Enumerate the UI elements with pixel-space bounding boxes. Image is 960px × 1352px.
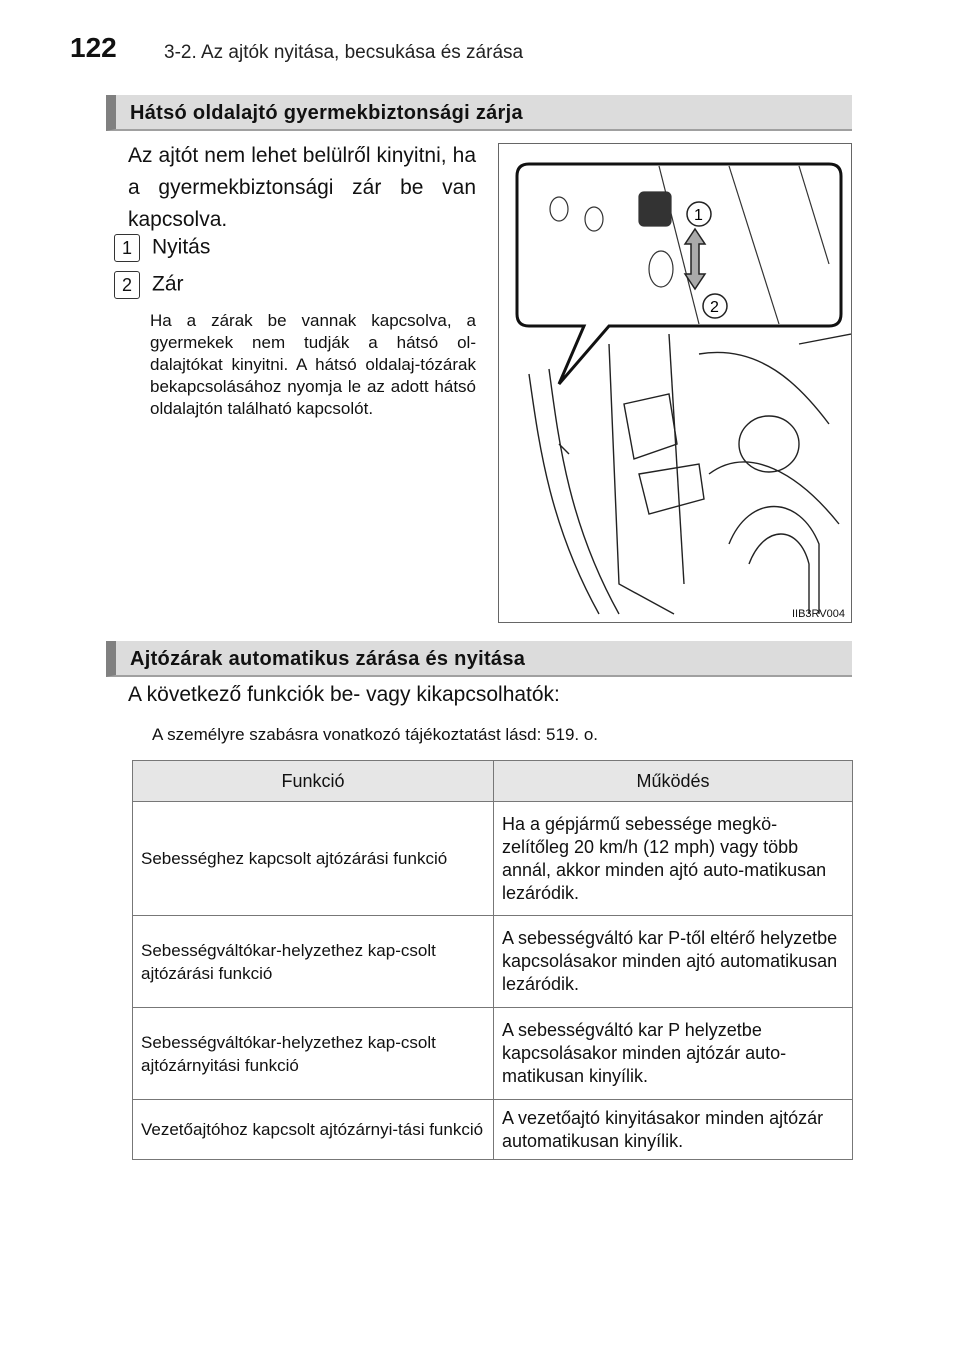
figure-code: IIB3RV004 xyxy=(791,608,845,620)
callout-label-1: 1 xyxy=(694,207,703,224)
note-paragraph: Ha a zárak be vannak kapcsolva, a gyermekek nem tudják a hátsó ol-dalajtókat kinyitni. A hátsó oldalaj-tózárak bekapcsolásához nyomja le az adott hátsó oldalajtón található kapcsolót. xyxy=(150,311,476,418)
customization-reference: A személyre szabásra vonatkozó tájékoztatást lásd: 519. o. xyxy=(152,725,599,744)
table-row xyxy=(133,802,853,916)
column-header: Funkció xyxy=(133,761,494,802)
list-item-label: Nyitás xyxy=(152,235,211,259)
lead-text: A következő funkciók be- vagy kikapcsolhatók: xyxy=(128,683,560,706)
chapter-title: 3-2. Az ajtók nyitása, becsukása és zárása xyxy=(164,42,524,63)
table-row xyxy=(133,1100,853,1160)
function-cell: Vezetőajtóhoz kapcsolt ajtózárnyi-tási funkció xyxy=(133,1100,494,1160)
function-cell: Sebességváltókar-helyzethez kap-csolt ajtózárnyitási funkció xyxy=(133,1008,494,1100)
list-item-open xyxy=(114,234,210,262)
door-drawing xyxy=(499,144,851,622)
child-lock-illustration xyxy=(498,143,852,623)
callout-label-2: 2 xyxy=(710,299,719,316)
list-item-label: Zár xyxy=(152,272,184,296)
operation-cell: A vezetőajtó kinyitásakor minden ajtózár automatikusan kinyílik. xyxy=(494,1100,853,1160)
page-number: 122 xyxy=(70,32,117,63)
zoom-balloon xyxy=(517,164,841,384)
section-heading-text: Ajtózárak automatikus zárása és nyitása xyxy=(130,648,526,670)
intro-paragraph: Az ajtót nem lehet belülről kinyitni, ha a gyermekbiztonsági zár be van kapcsolva. xyxy=(128,144,476,231)
section-heading-child-lock xyxy=(106,95,852,131)
child-lock-icon xyxy=(639,192,671,226)
callout-number: 1 xyxy=(114,234,140,262)
operation-cell: A sebességváltó kar P helyzetbe kapcsolásakor minden ajtózár auto-matikusan kinyílik. xyxy=(494,1008,853,1100)
function-table xyxy=(132,760,853,1160)
operation-cell: Ha a gépjármű sebessége megkö-zelítőleg 20 km/h (12 mph) vagy több annál, akkor minden ajtó auto-matikusan lezáródik. xyxy=(494,802,853,916)
operation-cell: A sebességváltó kar P-től eltérő helyzetbe kapcsolásakor minden ajtó automatikusan lezáródik. xyxy=(494,916,853,1008)
callout-number: 2 xyxy=(114,271,140,299)
list-item-lock xyxy=(114,271,184,299)
function-cell: Sebességhez kapcsolt ajtózárási funkció xyxy=(133,802,494,916)
table-row xyxy=(133,1008,853,1100)
section-heading-auto-lock xyxy=(106,641,852,677)
section-heading-text: Hátsó oldalajtó gyermekbiztonsági zárja xyxy=(130,102,523,124)
function-cell: Sebességváltókar-helyzethez kap-csolt ajtózárási funkció xyxy=(133,916,494,1008)
column-header: Működés xyxy=(494,761,853,802)
table-header-row xyxy=(133,761,853,802)
table-row xyxy=(133,916,853,1008)
